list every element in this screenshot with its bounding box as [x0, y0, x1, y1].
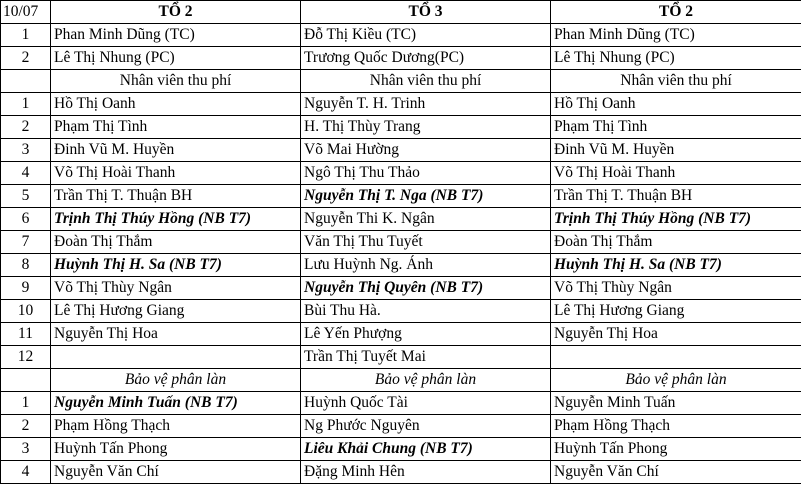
staff-row [1, 139, 801, 162]
row-number: 3 [1, 438, 51, 461]
name-cell: Phạm Hồng Thạch [551, 415, 801, 438]
name-cell: Lê Thị Nhung (PC) [551, 47, 801, 70]
section-guard-row [1, 369, 801, 392]
name-cell: Nguyễn Văn Chí [551, 461, 801, 484]
row-number: 3 [1, 139, 51, 162]
row-number: 5 [1, 185, 51, 208]
name-cell: Trương Quốc Dương(PC) [301, 47, 551, 70]
name-cell: Bùi Thu Hà. [301, 300, 551, 323]
row-number: 6 [1, 208, 51, 231]
row-number: 11 [1, 323, 51, 346]
name-cell: Đoàn Thị Thắm [51, 231, 301, 254]
name-cell: Ngô Thị Thu Thảo [301, 162, 551, 185]
row-number: 9 [1, 277, 51, 300]
section-label: Bảo vệ phân làn [551, 369, 801, 392]
staff-row [1, 185, 801, 208]
name-cell [51, 346, 301, 369]
staff-row [1, 277, 801, 300]
name-cell: Trần Thị Tuyết Mai [301, 346, 551, 369]
guard-row [1, 438, 801, 461]
leader-row [1, 47, 801, 70]
row-number: 10 [1, 300, 51, 323]
name-cell: Trần Thị T. Thuận BH [551, 185, 801, 208]
name-cell: Trần Thị T. Thuận BH [51, 185, 301, 208]
row-number: 12 [1, 346, 51, 369]
name-cell-highlight: Huỳnh Thị H. Sa (NB T7) [551, 254, 801, 277]
name-cell: Huỳnh Quốc Tài [301, 392, 551, 415]
row-number: 4 [1, 461, 51, 484]
row-number: 1 [1, 93, 51, 116]
name-cell: Phạm Thị Tình [51, 116, 301, 139]
name-cell-highlight: Trịnh Thị Thúy Hồng (NB T7) [51, 208, 301, 231]
staff-row [1, 93, 801, 116]
name-cell: Hồ Thị Oanh [51, 93, 301, 116]
section-label: Bảo vệ phân làn [301, 369, 551, 392]
name-cell: Võ Thị Hoài Thanh [551, 162, 801, 185]
row-number: 1 [1, 392, 51, 415]
row-number: 8 [1, 254, 51, 277]
guard-row [1, 461, 801, 484]
section-label: Nhân viên thu phí [551, 70, 801, 93]
name-cell: Võ Mai Hường [301, 139, 551, 162]
section-label: Nhân viên thu phí [301, 70, 551, 93]
staff-row [1, 300, 801, 323]
staff-row [1, 346, 801, 369]
row-number: 1 [1, 24, 51, 47]
name-cell: Ng Phước Nguyên [301, 415, 551, 438]
header-row [1, 1, 801, 24]
name-cell: Phan Minh Dũng (TC) [551, 24, 801, 47]
name-cell-highlight: Nguyễn Minh Tuấn (NB T7) [51, 392, 301, 415]
section-fee-row [1, 70, 801, 93]
team-header-col1: TỔ 2 [51, 1, 301, 24]
name-cell: Hồ Thị Oanh [551, 93, 801, 116]
staff-row [1, 162, 801, 185]
row-number: 4 [1, 162, 51, 185]
team-header-col2: TỔ 3 [301, 1, 551, 24]
name-cell: Văn Thị Thu Tuyết [301, 231, 551, 254]
empty-cell [1, 70, 51, 93]
name-cell: Nguyễn T. H. Trinh [301, 93, 551, 116]
name-cell: Lê Yến Phượng [301, 323, 551, 346]
name-cell: Đinh Vũ M. Huyền [51, 139, 301, 162]
staff-row [1, 208, 801, 231]
name-cell: Nguyễn Thi K. Ngân [301, 208, 551, 231]
staff-row [1, 254, 801, 277]
name-cell: Nguyễn Thị Hoa [51, 323, 301, 346]
name-cell: Phan Minh Dũng (TC) [51, 24, 301, 47]
name-cell: Huỳnh Tấn Phong [51, 438, 301, 461]
staff-row [1, 116, 801, 139]
guard-row [1, 392, 801, 415]
team-header-col3: TỔ 2 [551, 1, 801, 24]
name-cell-highlight: Nguyễn Thị T. Nga (NB T7) [301, 185, 551, 208]
section-label: Nhân viên thu phí [51, 70, 301, 93]
date-cell: 10/07 [1, 1, 51, 24]
name-cell-highlight: Liêu Khải Chung (NB T7) [301, 438, 551, 461]
name-cell: Lê Thị Hương Giang [51, 300, 301, 323]
name-cell: Lê Thị Nhung (PC) [51, 47, 301, 70]
name-cell: H. Thị Thùy Trang [301, 116, 551, 139]
guard-row [1, 415, 801, 438]
name-cell: Phạm Thị Tình [551, 116, 801, 139]
row-number: 7 [1, 231, 51, 254]
name-cell: Nguyễn Minh Tuấn [551, 392, 801, 415]
name-cell: Võ Thị Hoài Thanh [51, 162, 301, 185]
name-cell: Đặng Minh Hên [301, 461, 551, 484]
name-cell: Nguyễn Văn Chí [51, 461, 301, 484]
name-cell-highlight: Trịnh Thị Thúy Hồng (NB T7) [551, 208, 801, 231]
row-number: 2 [1, 116, 51, 139]
name-cell: Đỗ Thị Kiều (TC) [301, 24, 551, 47]
name-cell: Lưu Huỳnh Ng. Ánh [301, 254, 551, 277]
name-cell: Nguyễn Thị Hoa [551, 323, 801, 346]
name-cell: Đinh Vũ M. Huyền [551, 139, 801, 162]
name-cell-highlight: Nguyễn Thị Quyên (NB T7) [301, 277, 551, 300]
row-number: 2 [1, 415, 51, 438]
name-cell: Võ Thị Thùy Ngân [551, 277, 801, 300]
section-label: Bảo vệ phân làn [51, 369, 301, 392]
name-cell: Huỳnh Tấn Phong [551, 438, 801, 461]
name-cell: Phạm Hồng Thạch [51, 415, 301, 438]
staff-row [1, 231, 801, 254]
row-number: 2 [1, 47, 51, 70]
empty-cell [1, 369, 51, 392]
leader-row [1, 24, 801, 47]
name-cell: Đoàn Thị Thắm [551, 231, 801, 254]
name-cell-highlight: Huỳnh Thị H. Sa (NB T7) [51, 254, 301, 277]
staff-row [1, 323, 801, 346]
name-cell: Lê Thị Hương Giang [551, 300, 801, 323]
name-cell [551, 346, 801, 369]
name-cell: Võ Thị Thùy Ngân [51, 277, 301, 300]
